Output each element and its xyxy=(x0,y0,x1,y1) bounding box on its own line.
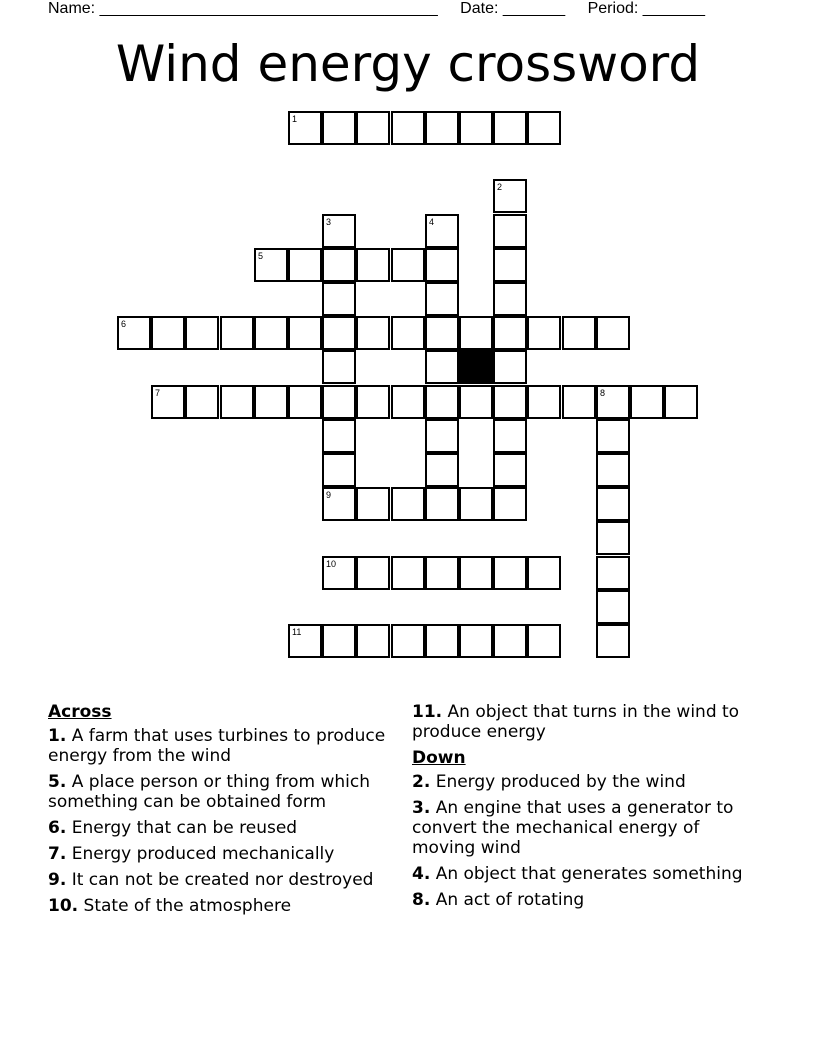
grid-cell[interactable] xyxy=(425,111,459,145)
date-field[interactable]: Date: _______ xyxy=(460,0,566,17)
grid-cell[interactable] xyxy=(493,248,527,282)
clue-number: 4. xyxy=(412,864,431,884)
cell-number: 3 xyxy=(326,217,332,227)
grid-cell[interactable] xyxy=(459,624,493,658)
grid-cell[interactable] xyxy=(459,556,493,590)
grid-cell[interactable] xyxy=(322,453,356,487)
grid-cell[interactable] xyxy=(322,248,356,282)
clue-down-3 xyxy=(412,798,762,858)
grid-cell[interactable] xyxy=(288,316,322,350)
grid-cell[interactable] xyxy=(185,316,219,350)
clue-text: An engine that uses a generator to convert the mechanical energy of moving wind xyxy=(412,798,734,858)
black-cell xyxy=(459,350,493,384)
clues-left-column xyxy=(48,702,408,922)
grid-cell[interactable] xyxy=(493,179,527,213)
grid-cell[interactable] xyxy=(254,248,288,282)
clue-number: 9. xyxy=(48,870,67,890)
grid-cell[interactable] xyxy=(356,556,390,590)
name-field[interactable]: Name: ______________________________________ xyxy=(48,0,438,17)
clues-right-column xyxy=(412,702,762,916)
grid-cell[interactable] xyxy=(596,521,630,555)
grid-cell[interactable] xyxy=(425,453,459,487)
grid-cell[interactable] xyxy=(356,487,390,521)
cell-number: 10 xyxy=(326,559,337,569)
clue-number: 7. xyxy=(48,844,67,864)
clue-down-4 xyxy=(412,864,762,884)
grid-cell[interactable] xyxy=(356,248,390,282)
grid-cell[interactable] xyxy=(391,487,425,521)
grid-cell[interactable] xyxy=(151,316,185,350)
clue-across-9 xyxy=(48,870,408,890)
clue-across-7 xyxy=(48,844,408,864)
grid-cell[interactable] xyxy=(596,624,630,658)
grid-cell[interactable] xyxy=(356,316,390,350)
cell-number: 2 xyxy=(497,182,503,192)
page-title: Wind energy crossword xyxy=(115,35,701,93)
grid-cell[interactable] xyxy=(391,624,425,658)
grid-cell[interactable] xyxy=(596,590,630,624)
clue-text: It can not be created nor destroyed xyxy=(71,870,374,890)
period-field[interactable]: Period: _______ xyxy=(587,0,706,17)
grid-cell[interactable] xyxy=(288,624,322,658)
cell-number: 4 xyxy=(429,217,435,227)
grid-cell[interactable] xyxy=(425,419,459,453)
grid-cell[interactable] xyxy=(322,487,356,521)
cell-number: 7 xyxy=(155,388,161,398)
grid-cell[interactable] xyxy=(322,316,356,350)
grid-cell[interactable] xyxy=(459,111,493,145)
grid-cell[interactable] xyxy=(596,316,630,350)
grid-cell[interactable] xyxy=(562,385,596,419)
clue-number: 1. xyxy=(48,726,67,746)
grid-cell[interactable] xyxy=(630,385,664,419)
grid-cell[interactable] xyxy=(391,385,425,419)
grid-cell[interactable] xyxy=(425,487,459,521)
cell-number: 9 xyxy=(326,490,332,500)
grid-cell[interactable] xyxy=(322,214,356,248)
clue-number: 3. xyxy=(412,798,431,818)
grid-cell[interactable] xyxy=(322,111,356,145)
grid-cell[interactable] xyxy=(220,316,254,350)
grid-cell[interactable] xyxy=(356,111,390,145)
clue-number: 8. xyxy=(412,890,431,910)
grid-cell[interactable] xyxy=(425,214,459,248)
grid-cell[interactable] xyxy=(596,453,630,487)
grid-cell[interactable] xyxy=(322,556,356,590)
grid-cell[interactable] xyxy=(322,385,356,419)
grid-cell[interactable] xyxy=(527,556,561,590)
clue-down-8 xyxy=(412,890,762,910)
grid-cell[interactable] xyxy=(425,248,459,282)
grid-cell[interactable] xyxy=(254,385,288,419)
grid-cell[interactable] xyxy=(493,487,527,521)
grid-cell[interactable] xyxy=(596,487,630,521)
cell-number: 5 xyxy=(258,251,264,261)
grid-cell[interactable] xyxy=(596,556,630,590)
grid-cell[interactable] xyxy=(425,556,459,590)
clue-text: An object that generates something xyxy=(435,864,743,884)
grid-cell[interactable] xyxy=(288,111,322,145)
clue-across-10 xyxy=(48,896,408,916)
clue-text: State of the atmosphere xyxy=(83,896,292,916)
grid-cell[interactable] xyxy=(391,111,425,145)
grid-cell[interactable] xyxy=(391,248,425,282)
cell-number: 6 xyxy=(121,319,127,329)
grid-cell[interactable] xyxy=(322,419,356,453)
grid-cell[interactable] xyxy=(493,385,527,419)
grid-cell[interactable] xyxy=(356,385,390,419)
grid-cell[interactable] xyxy=(527,111,561,145)
grid-cell[interactable] xyxy=(459,385,493,419)
down-heading: Down xyxy=(412,748,466,768)
clue-text: An act of rotating xyxy=(435,890,585,910)
clue-across-11 xyxy=(412,702,762,742)
grid-cell[interactable] xyxy=(459,487,493,521)
clue-number: 6. xyxy=(48,818,67,838)
grid-cell[interactable] xyxy=(117,316,151,350)
grid-cell[interactable] xyxy=(391,316,425,350)
grid-cell[interactable] xyxy=(425,385,459,419)
grid-cell[interactable] xyxy=(562,316,596,350)
grid-cell[interactable] xyxy=(288,385,322,419)
grid-cell[interactable] xyxy=(425,282,459,316)
grid-cell[interactable] xyxy=(596,419,630,453)
clue-across-6 xyxy=(48,818,408,838)
clue-number: 2. xyxy=(412,772,431,792)
grid-cell[interactable] xyxy=(322,282,356,316)
grid-cell[interactable] xyxy=(425,350,459,384)
grid-cell[interactable] xyxy=(425,624,459,658)
grid-cell[interactable] xyxy=(356,624,390,658)
clue-number: 11. xyxy=(412,702,443,722)
grid-cell[interactable] xyxy=(493,419,527,453)
clue-text: Energy produced mechanically xyxy=(71,844,335,864)
across-heading: Across xyxy=(48,702,112,722)
grid-cell[interactable] xyxy=(391,556,425,590)
clue-down-2 xyxy=(412,772,762,792)
clue-across-5 xyxy=(48,772,408,812)
grid-cell[interactable] xyxy=(459,316,493,350)
grid-cell[interactable] xyxy=(493,282,527,316)
grid-cell[interactable] xyxy=(527,316,561,350)
grid-cell[interactable] xyxy=(493,111,527,145)
grid-cell[interactable] xyxy=(664,385,698,419)
cell-number: 11 xyxy=(292,627,302,637)
grid-cell[interactable] xyxy=(220,385,254,419)
clue-text: Energy produced by the wind xyxy=(435,772,686,792)
grid-cell[interactable] xyxy=(527,624,561,658)
clue-text: Energy that can be reused xyxy=(71,818,298,838)
grid-cell[interactable] xyxy=(527,385,561,419)
grid-cell[interactable] xyxy=(322,624,356,658)
grid-cell[interactable] xyxy=(322,350,356,384)
grid-cell[interactable] xyxy=(596,385,630,419)
grid-cell[interactable] xyxy=(425,316,459,350)
grid-cell[interactable] xyxy=(493,624,527,658)
grid-cell[interactable] xyxy=(493,350,527,384)
clue-number: 5. xyxy=(48,772,67,792)
clue-text: An object that turns in the wind to produce energy xyxy=(412,702,740,742)
grid-cell[interactable] xyxy=(493,214,527,248)
clue-text: A farm that uses turbines to produce energy from the wind xyxy=(48,726,386,766)
clue-number: 10. xyxy=(48,896,79,916)
clue-across-1 xyxy=(48,726,408,766)
grid-cell[interactable] xyxy=(493,453,527,487)
grid-cell[interactable] xyxy=(254,316,288,350)
clue-text: A place person or thing from which something can be obtained form xyxy=(48,772,370,812)
grid-cell[interactable] xyxy=(151,385,185,419)
cell-number: 1 xyxy=(292,114,298,124)
grid-cell[interactable] xyxy=(185,385,219,419)
cell-number: 8 xyxy=(600,388,606,398)
grid-cell[interactable] xyxy=(288,248,322,282)
grid-cell[interactable] xyxy=(493,316,527,350)
grid-cell[interactable] xyxy=(493,556,527,590)
